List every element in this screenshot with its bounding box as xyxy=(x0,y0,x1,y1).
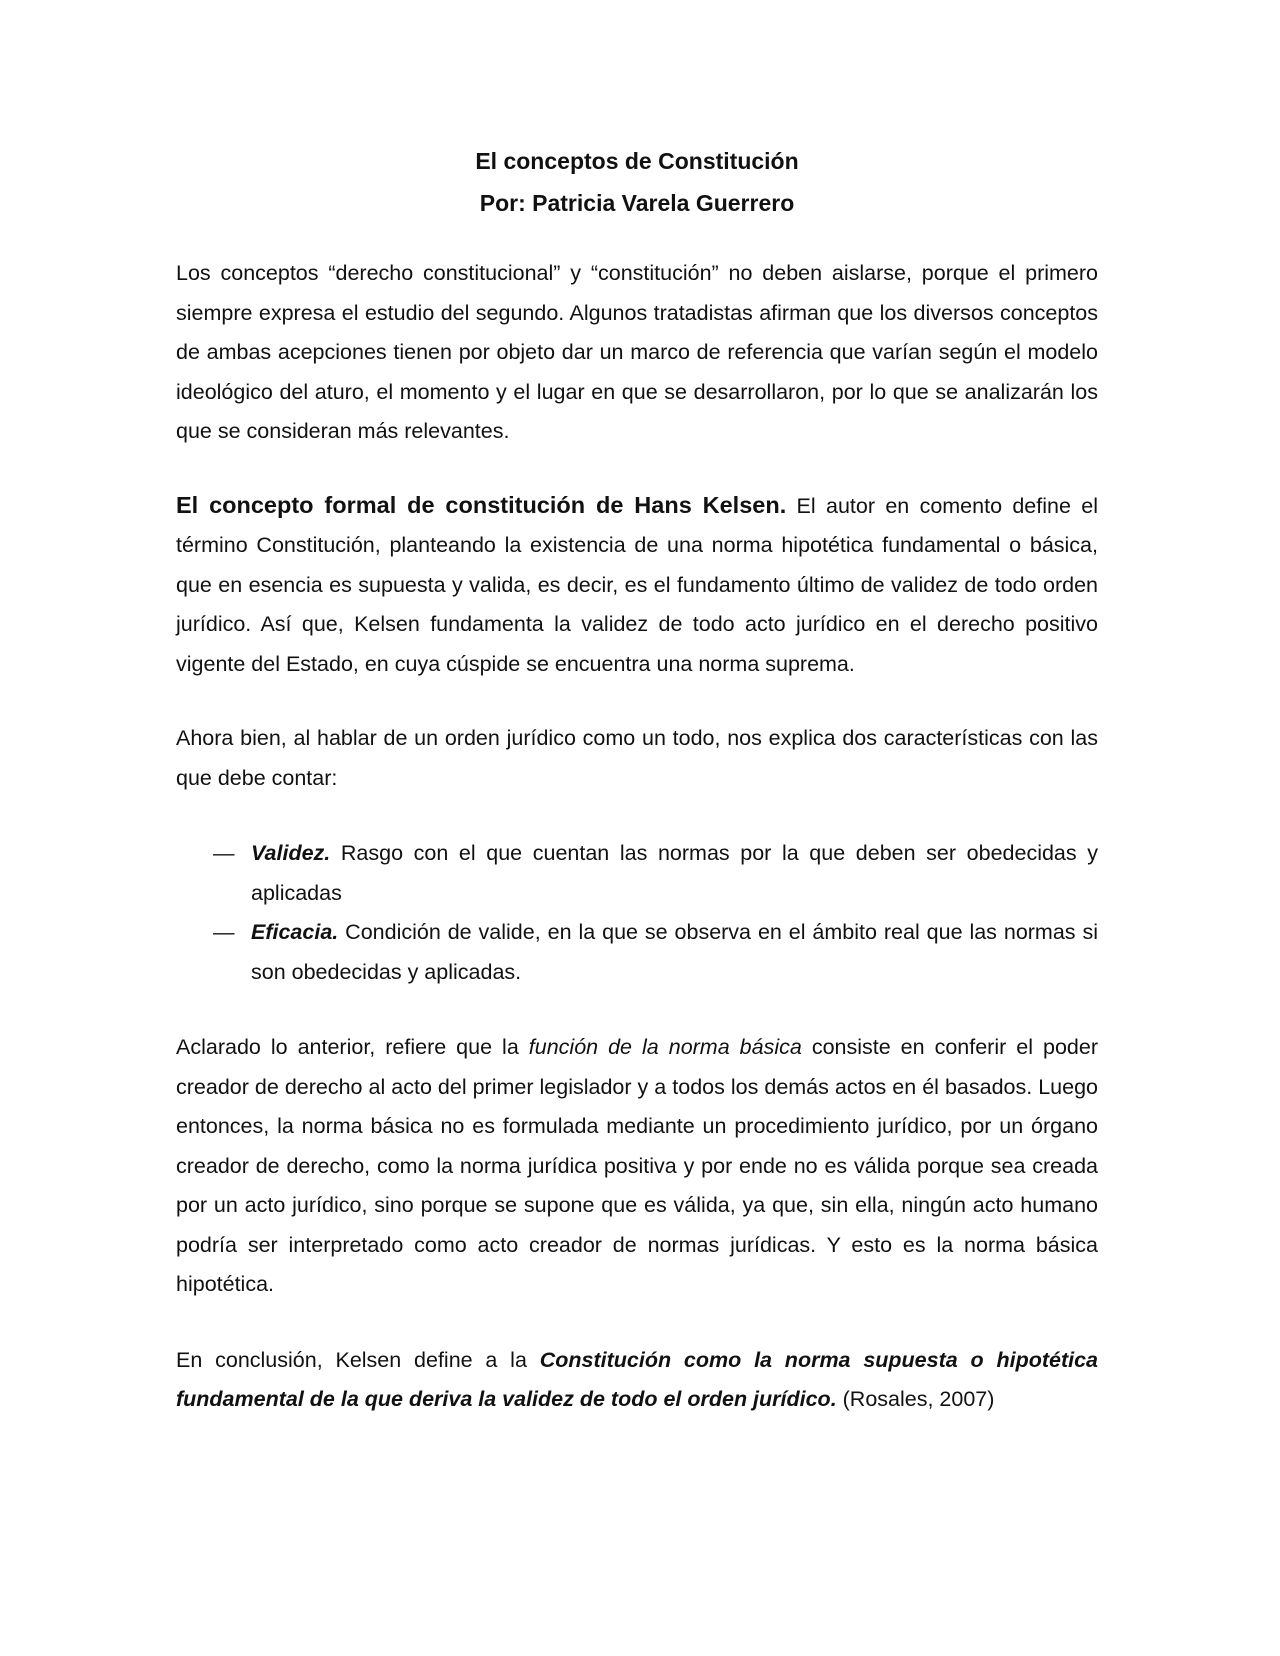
feature-text: Condición de valide, en la que se observa en el ámbito real que las normas si son obedecidas y aplicadas. xyxy=(251,920,1098,984)
conclusion-citation: (Rosales, 2007) xyxy=(836,1387,995,1411)
feature-term: Validez. xyxy=(251,841,331,865)
list-item xyxy=(176,913,1098,992)
document-author: Por: Patricia Varela Guerrero xyxy=(479,190,795,216)
document-page xyxy=(176,140,1098,1420)
intro-paragraph: Los conceptos “derecho constitucional” y “constitución” no deben aislarse, porque el primero siempre expresa el estudio del segundo. Algunos tratadistas afirman que los diversos conceptos de ambas acepciones tienen por objeto dar un marco de referencia que varían según el modelo ideológico del aturo, el momento y el lugar en que se desarrollaron, por lo que se analizarán los que se consideran más relevantes. xyxy=(176,261,1098,443)
basic-norm-emphasis: función de la norma básica xyxy=(528,1035,802,1059)
kelsen-heading: El concepto formal de constitución de Hans Kelsen. xyxy=(176,491,787,518)
kelsen-paragraph xyxy=(176,486,1098,685)
feature-term: Eficacia. xyxy=(251,920,339,944)
conclusion-text-start: En conclusión, Kelsen define a la xyxy=(176,1347,540,1372)
conclusion-paragraph xyxy=(176,1341,1098,1420)
kelsen-text: El autor en comento define el término Constitución, planteando la existencia de una norma hipotética fundamental o básica, que en esencia es supuesta y valida, es decir, es el fundamento último de validez de todo orden jurídico. Así que, Kelsen fundamenta la validez de todo acto jurídico en el derecho positivo vigente del Estado, en cuya cúspide se encuentra una norma suprema. xyxy=(176,493,1098,676)
basic-norm-paragraph xyxy=(176,1028,1098,1305)
list-item xyxy=(176,834,1098,913)
title-block xyxy=(176,140,1098,224)
basic-norm-text-end: consiste en conferir el poder creador de derecho al acto del primer legislador y a todos los demás actos en él basados. Luego entonces, la norma básica no es formulada mediante un procedimiento jurídico, por un órgano creador de derecho, como la norma jurídica positiva y por ende no es válida porque sea creada por un acto jurídico, sino porque se supone que es válida, ya que, sin ella, ningún acto humano podría ser interpretado como acto creador de normas jurídicas. Y esto es la norma básica hipotética. xyxy=(176,1035,1098,1296)
characteristics-intro-paragraph: Ahora bien, al hablar de un orden jurídico como un todo, nos explica dos características con las que debe contar: xyxy=(176,726,1098,790)
document-title: El conceptos de Constitución xyxy=(475,148,799,174)
dash-bullet: — xyxy=(213,920,235,944)
feature-text: Rasgo con el que cuentan las normas por la que deben ser obedecidas y aplicadas xyxy=(251,841,1098,905)
characteristics-list xyxy=(176,834,1098,992)
conclusion-emphasis: Constitución como la norma supuesta o hipotética fundamental de la que deriva la validez de todo el orden jurídico. xyxy=(176,1347,1098,1411)
dash-bullet: — xyxy=(213,841,235,865)
basic-norm-text-start: Aclarado lo anterior, refiere que la xyxy=(176,1035,529,1059)
